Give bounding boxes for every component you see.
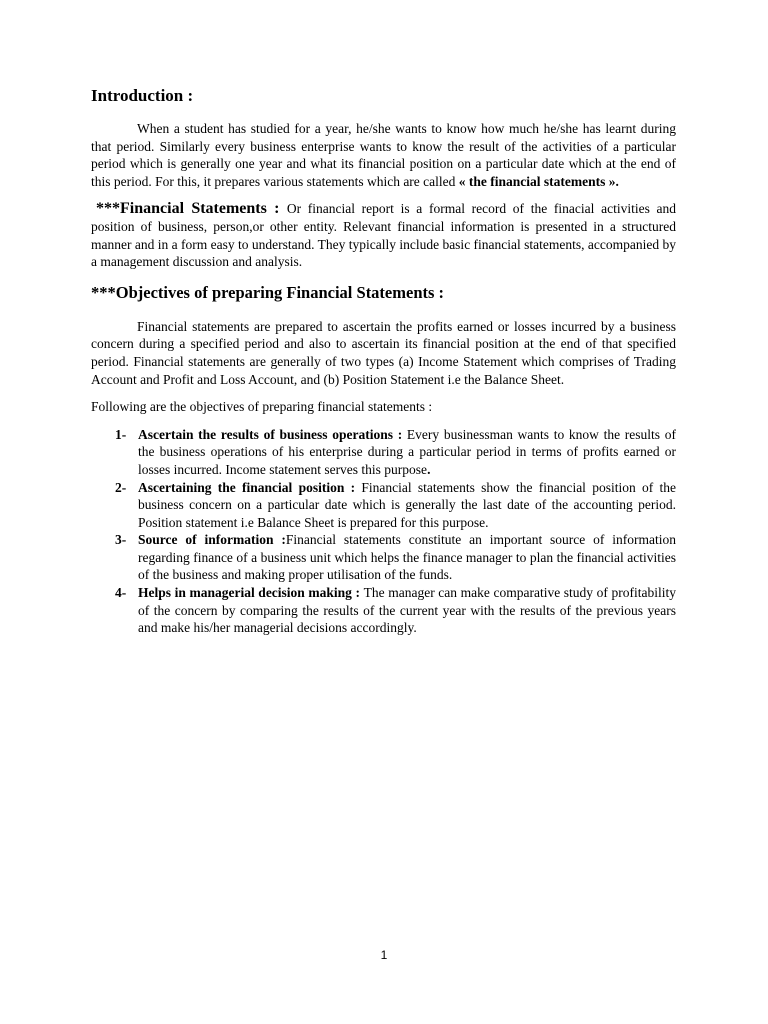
objectives-paragraph: Financial statements are prepared to ascertain the profits earned or losses incurred by a business concern during a specified period and also to ascertain its financial position at the end of that specified period. Financial statements are generally of two types (a) Income Statement which comprises of Trading Account and Profit and Loss Account, and (b) Position Statement i.e the Balance Sheet. [91, 318, 676, 387]
introduction-heading: Introduction : [91, 86, 194, 105]
financial-statements-heading: ***Financial Statements : [96, 200, 287, 218]
objectives-list [91, 426, 676, 637]
list-item [91, 479, 676, 532]
list-item [91, 426, 676, 479]
list-item-number: 4- [115, 585, 127, 601]
introduction-text: When a student has studied for a year, he/she wants to know how much he/she has learnt during that period. Similarly every business enterprise wants to know the result of the activities of a particular period which is generally one year and what its financial position on a particular date which at the end of this period. For this, it prepares various statements which are called [91, 121, 676, 189]
list-item [91, 531, 676, 584]
list-item-text: Every businessman wants to know the results of the business operations of his enterprise during a particular period in terms of profits earned or losses incurred. Income statement serves this purpose [138, 426, 676, 477]
list-item-title: Ascertain the results of business operations : [138, 426, 407, 442]
page-number: 1 [380, 948, 388, 962]
document-page [91, 84, 676, 637]
list-item-number: 1- [115, 426, 127, 442]
list-item-text: Financial statements constitute an important source of information regarding finance of a business unit which helps the finance manager to plan the financial activities of the business and making proper utilisation of the funds. [138, 532, 676, 583]
introduction-paragraph [91, 120, 676, 190]
objectives-intro-line: Following are the objectives of preparing financial statements : [91, 399, 433, 415]
list-item-title: Helps in managerial decision making : [138, 585, 364, 601]
financial-statements-text: Or financial report is a formal record of the finacial activities and position of business, person,or other entity. Relevant financial information is presented in a structured manner and in a form easy to understand. They typically include basic financial statements, accompanied by a management discussion and analysis. [91, 201, 676, 270]
list-item-number: 2- [115, 479, 127, 495]
introduction-bold-text: « the financial statements ». [458, 173, 619, 189]
objectives-heading: ***Objectives of preparing Financial Statements : [91, 282, 445, 302]
list-item-tail: . [427, 461, 431, 477]
list-item-title: Source of information : [138, 532, 286, 548]
list-item-text: The manager can make comparative study of profitability of the concern by comparing the results of the current year with the results of the previous years and make his/her managerial decisions accordingly. [138, 585, 676, 636]
list-item-text: Financial statements show the financial position of the business concern on a particular date which is generally the last date of the accounting period. Position statement i.e Balance Sheet is prepared for this purpose. [138, 479, 676, 530]
financial-statements-paragraph [91, 200, 676, 270]
list-item [91, 584, 676, 637]
list-item-title: Ascertaining the financial position : [138, 479, 362, 495]
list-item-number: 3- [115, 532, 127, 548]
